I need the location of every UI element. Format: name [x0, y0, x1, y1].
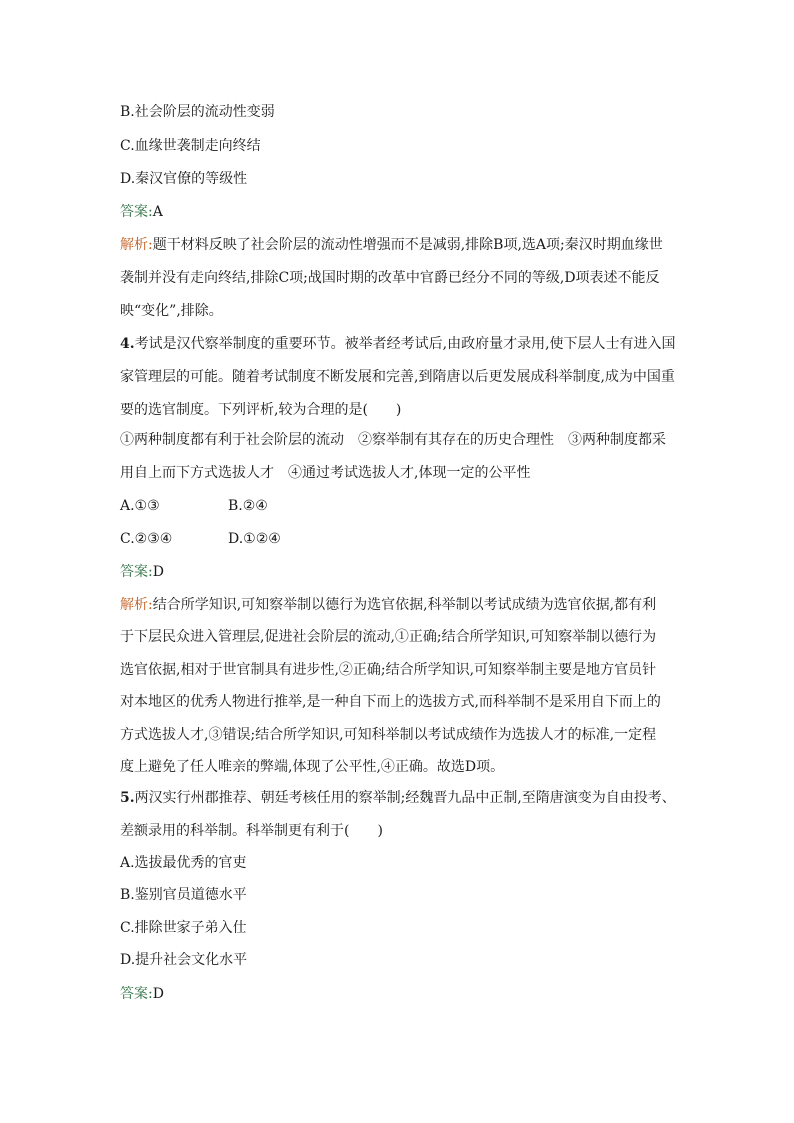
- q5-number: 5.: [120, 790, 135, 806]
- q4-analysis-line-2: 于下层民众进入管理层,促进社会阶层的流动,①正确;结合所学知识,可知察举制以德行为: [120, 629, 657, 645]
- q4-statements-line-1: ①两种制度都有利于社会阶层的流动 ②察举制有其存在的历史合理性 ③两种制度都采: [120, 432, 666, 448]
- q3-answer: [120, 203, 680, 221]
- q4-option-a: A.①③: [120, 498, 160, 514]
- q3-option-b: B.社会阶层的流动性变弱: [120, 104, 275, 120]
- q3-option-c: C.血缘世袭制走向终结: [120, 138, 261, 154]
- q3-option-d: D.秦汉官僚的等级性: [120, 171, 248, 187]
- q4-statements-line-2: 用自上而下方式选拔人才 ④通过考试选拔人才,体现一定的公平性: [120, 465, 531, 481]
- q4-answer: [120, 563, 680, 581]
- q3-analysis-line-1: 解析:题干材料反映了社会阶层的流动性增强而不是减弱,排除B项,选A项;秦汉时期血缘世: [120, 237, 663, 253]
- q5-answer-value: D: [152, 986, 164, 1002]
- q3-answer-label: 答案:: [120, 204, 153, 220]
- q4-analysis-line-6: 度上避免了任人唯亲的弊端,体现了公平性,④正确。故选D项。: [120, 759, 505, 775]
- q4-stem-line-3: 要的选官制度。下列评析,较为合理的是( ): [120, 402, 402, 418]
- q5-stem-line-2: 差额录用的科举制。科举制更有利于( ): [120, 823, 383, 839]
- q5-answer-label: 答案:: [120, 986, 153, 1002]
- q4-stem-line-1: 4.考试是汉代察举制度的重要环节。被举者经考试后,由政府量才录用,使下层人士有进入国: [120, 336, 676, 352]
- q4-analysis-label: 解析:: [120, 597, 153, 613]
- q4-options-row-1: [120, 497, 680, 515]
- q5-option-b: B.鉴别官员道德水平: [120, 887, 247, 903]
- q5-option-d: D.提升社会文化水平: [120, 952, 248, 968]
- q4-answer-label: 答案:: [120, 564, 153, 580]
- q4-analysis-line-5: 方式选拔人才,③错误;结合所学知识,可知科举制以考试成绩作为选拔人才的标准,一定程: [120, 727, 657, 743]
- q4-option-c: C.②③④: [120, 531, 173, 547]
- q3-analysis-label: 解析:: [120, 237, 153, 253]
- q4-analysis-line-1: 解析:结合所学知识,可知察举制以德行为选官依据,科举制以考试成绩为选官依据,都有利: [120, 597, 657, 613]
- q4-analysis-line-4: 对本地区的优秀人物进行推举,是一种自下而上的选拔方式,而科举制不是采用自下而上的: [120, 694, 661, 710]
- q4-option-b: B.②④: [228, 498, 268, 514]
- q5-stem-line-1: 5.两汉实行州郡推荐、朝廷考核任用的察举制;经魏晋九品中正制,至隋唐演变为自由投考、: [120, 790, 676, 806]
- q3-analysis-line-2: 袭制并没有走向终结,排除C项;战国时期的改革中官爵已经分不同的等级,D项表述不能反: [120, 270, 660, 286]
- q5-option-a: A.选拔最优秀的官吏: [120, 855, 247, 871]
- q5-answer: [120, 985, 680, 1003]
- q4-number: 4.: [120, 336, 135, 352]
- q3-analysis-line-3: 映“变化”,排除。: [120, 303, 223, 319]
- q4-stem-line-2: 家管理层的可能。随着考试制度不断发展和完善,到隋唐以后更发展成科举制度,成为中国重: [120, 369, 675, 385]
- q5-option-c: C.排除世家子弟入仕: [120, 920, 247, 936]
- q4-answer-value: D: [152, 564, 164, 580]
- q4-option-d: D.①②④: [228, 531, 281, 547]
- q4-options-row-2: [120, 530, 680, 548]
- q3-answer-value: A: [152, 204, 163, 220]
- q4-analysis-line-3: 选官依据,相对于世官制具有进步性,②正确;结合所学知识,可知察举制主要是地方官员针: [120, 662, 657, 678]
